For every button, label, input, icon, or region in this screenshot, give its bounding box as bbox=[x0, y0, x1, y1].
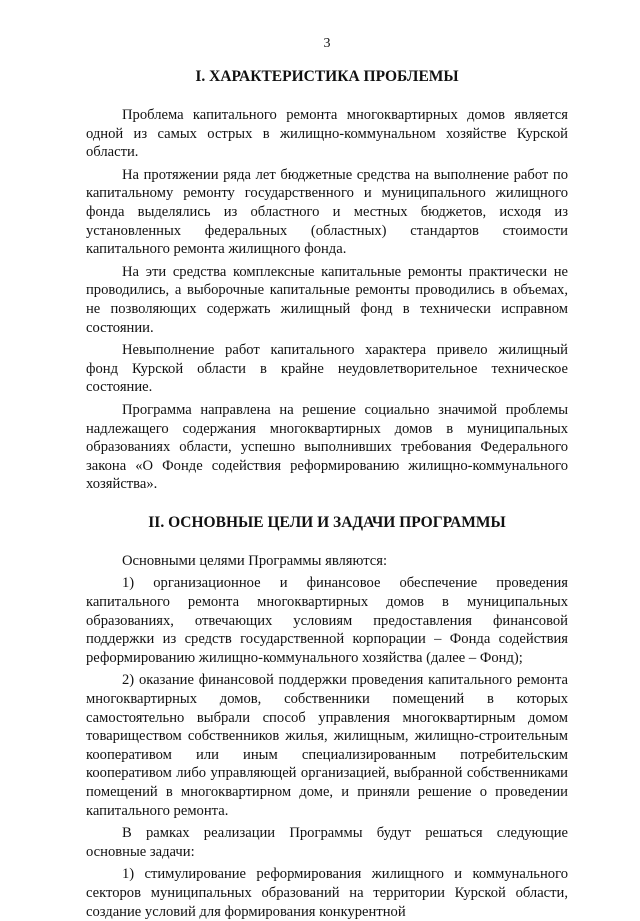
page-number: 3 bbox=[323, 36, 331, 51]
paragraph-tasks-intro: В рамках реализации Программы будут решаться следующие основные задачи: bbox=[86, 825, 568, 860]
section-heading-problem: I. ХАРАКТЕРИСТИКА ПРОБЛЕМЫ bbox=[195, 68, 459, 85]
paragraph-budget-funding: На протяжении ряда лет бюджетные средства на выполнение работ по капитальному ремонту государственного и муниципального жилищного фонда выделялись из областного и местных бюджетов, исходя из установленных федеральных (областных) стандартов стоимости капитального ремонта жилищного фонда. bbox=[86, 166, 568, 258]
paragraph-goals-intro: Основными целями Программы являются: bbox=[122, 552, 388, 569]
paragraph-problem-intro: Проблема капитального ремонта многоквартирных домов является одной из самых острых в жилищно-коммунальном хозяйстве Курской области. bbox=[86, 107, 568, 161]
list-item-goal-2: 2) оказание финансовой поддержки проведения капитального ремонта многоквартирных домов, собственники помещений в которых самостоятельно выбрали способ управления многоквартирным домом товариществом собственников жилья, жилищным, жилищно-строительным кооперативом или иным специализированным потребительским кооперативом либо управляющей организацией, выбранной собственниками помещений в многоквартирном доме, и приняли решение о проведении капитального ремонта. bbox=[86, 672, 568, 819]
paragraph-repairs-not-done: На эти средства комплексные капитальные ремонты практически не проводились, а выборочные капитальные ремонты проводились в объемах, не позволяющих содержать жилищный фонд в технически исправном состоянии. bbox=[86, 263, 568, 336]
list-item-task-1: 1) стимулирование реформирования жилищного и коммунального секторов муниципальных образований на территории Курской области, создание условий для формирования конкурентной bbox=[86, 866, 568, 920]
paragraph-housing-condition: Невыполнение работ капитального характера привело жилищный фонд Курской области в крайне неудовлетворительное техническое состояние. bbox=[86, 342, 568, 396]
section-heading-goals: II. ОСНОВНЫЕ ЦЕЛИ И ЗАДАЧИ ПРОГРАММЫ bbox=[148, 513, 506, 531]
list-item-goal-1: 1) организационное и финансовое обеспечение проведения капитального ремонта многоквартирных домов в муниципальных образованиях, отвечающих условиям предоставления финансовой поддержки из средств государственной корпорации – Фонда содействия реформированию жилищно-коммунального хозяйства (далее – Фонд); bbox=[86, 575, 568, 666]
paragraph-program-aim: Программа направлена на решение социально значимой проблемы надлежащего содержания многоквартирных домов в муниципальных образованиях области, успешно выполнивших требования Федерального закона «О Фонде содействия реформированию жилищно-коммунального хозяйства». bbox=[86, 401, 568, 493]
